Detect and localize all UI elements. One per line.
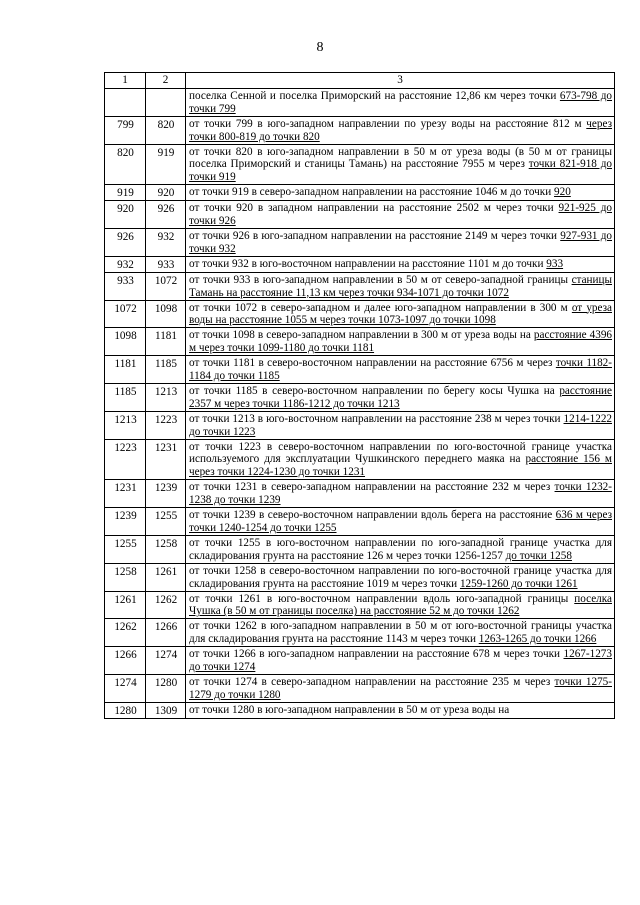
to-point-cell: 926 (146, 201, 186, 229)
table-row (105, 591, 615, 619)
description-last-line: точки 1275-1279 до точки 1280 (189, 675, 612, 701)
description-cell (186, 116, 615, 144)
description-cell (186, 563, 615, 591)
to-point-cell: 920 (146, 185, 186, 201)
table-row (105, 480, 615, 508)
description-cell (186, 144, 615, 185)
description-cell (186, 591, 615, 619)
description-last-line: поселка Чушка (в 50 м от границы поселка) на расстояние 52 м до точки 1262 (189, 592, 612, 618)
to-point-cell: 1255 (146, 508, 186, 536)
to-point-cell: 933 (146, 256, 186, 272)
from-point-cell: 820 (105, 144, 146, 185)
to-point-cell: 1309 (146, 702, 186, 718)
description-last-line: расстояние 2357 м через точки 1186-1212 до точки 1213 (189, 384, 613, 410)
table-row (105, 439, 615, 480)
description-text: поселка Сенной и поселка Приморский на расстояние 12,86 км через точки (189, 89, 557, 102)
description-cell (186, 619, 615, 647)
page-number: 8 (316, 40, 324, 55)
from-point-cell: 1181 (105, 356, 146, 384)
from-point-cell: 1185 (105, 383, 146, 411)
description-text: от точки 1231 в северо-западном направлении на расстояние 232 м через (189, 481, 551, 494)
description-text: от точки 1072 в северо-западном и далее юго-западном направлении в 300 м (189, 301, 568, 314)
description-cell (186, 411, 615, 439)
from-point-cell: 919 (105, 185, 146, 201)
to-point-cell: 1274 (146, 647, 186, 675)
to-point-cell: 1072 (146, 272, 186, 300)
table-row (105, 619, 615, 647)
description-text: от точки 926 в юго-западном направлении на расстояние 2149 м через точки (189, 229, 557, 242)
table-row (105, 201, 615, 229)
to-point-cell: 1231 (146, 439, 186, 480)
table-row (105, 383, 615, 411)
description-text: от точки 1213 в юго-восточном направлении на расстояние 238 м через точки (189, 412, 561, 425)
description-last-line: 673-798 до точки 799 (189, 89, 613, 115)
table-row (105, 144, 615, 185)
to-point-cell: 1098 (146, 300, 186, 328)
table-row (105, 508, 615, 536)
description-last-line: 921-925 до точки 926 (189, 202, 613, 228)
from-point-cell: 1261 (105, 591, 146, 619)
description-last-line: 1214-1222 до точки 1223 (189, 412, 613, 438)
description-cell (186, 702, 615, 718)
from-point-cell: 1098 (105, 328, 146, 356)
description-last-line: точки 821-918 до точки 919 (189, 158, 612, 184)
from-point-cell: 1266 (105, 647, 146, 675)
description-text: от точки 1274 в северо-западном направлении на расстояние 235 м через (189, 675, 551, 688)
description-cell (186, 383, 615, 411)
description-text: от точки 1280 в юго-западном направлении в 50 м от уреза воды на (189, 703, 510, 716)
table-row (105, 563, 615, 591)
from-point-cell: 1258 (105, 563, 146, 591)
to-point-cell: 1239 (146, 480, 186, 508)
header-col-2: 2 (146, 73, 186, 89)
description-text: от точки 799 в юго-западном направлении по урезу воды на расстояние 812 м (189, 117, 582, 130)
from-point-cell: 1255 (105, 535, 146, 563)
description-last-line: 1267-1273 до точки 1274 (189, 648, 612, 674)
description-text: от точки 932 в юго-восточном направлении на расстояние 1101 м до точки (189, 257, 544, 270)
to-point-cell: 1258 (146, 535, 186, 563)
description-last-line: до точки 1258 (505, 549, 572, 562)
description-cell (186, 185, 615, 201)
boundary-table-container (104, 72, 615, 719)
from-point-cell (105, 88, 146, 116)
from-point-cell: 1262 (105, 619, 146, 647)
description-last-line: 1259-1260 до точки 1261 (459, 577, 578, 590)
description-last-line: от уреза воды на расстояние 1055 м через точки 1073-1097 до точки 1098 (189, 301, 612, 327)
description-last-line: 1263-1265 до точки 1266 (478, 633, 597, 646)
description-last-line: 927-931 до точки 932 (189, 229, 613, 255)
to-point-cell: 1262 (146, 591, 186, 619)
description-cell (186, 439, 615, 480)
to-point-cell: 1185 (146, 356, 186, 384)
description-cell (186, 508, 615, 536)
to-point-cell: 1266 (146, 619, 186, 647)
description-cell (186, 674, 615, 702)
description-last-line: 920 (554, 186, 571, 199)
description-cell (186, 356, 615, 384)
description-last-line: через точки 800-819 до точки 820 (189, 117, 613, 143)
table-row (105, 647, 615, 675)
description-text: от точки 1261 в юго-восточном направлении вдоль юго-западной границы (189, 592, 569, 605)
to-point-cell (146, 88, 186, 116)
from-point-cell: 932 (105, 256, 146, 272)
from-point-cell: 1072 (105, 300, 146, 328)
description-cell (186, 201, 615, 229)
description-last-line: точки 1232-1238 до точки 1239 (189, 481, 612, 507)
table-row (105, 228, 615, 256)
table-row (105, 116, 615, 144)
from-point-cell: 926 (105, 228, 146, 256)
table-row (105, 272, 615, 300)
to-point-cell: 820 (146, 116, 186, 144)
description-text: от точки 920 в западном направлении на расстояние 2502 м через точки (189, 202, 554, 215)
table-row (105, 702, 615, 718)
description-cell (186, 300, 615, 328)
description-last-line: 933 (546, 257, 564, 270)
to-point-cell: 1223 (146, 411, 186, 439)
description-last-line: станицы Тамань на расстояние 11,13 км через точки 934-1071 до точки 1072 (189, 273, 613, 299)
table-row (105, 256, 615, 272)
from-point-cell: 1274 (105, 674, 146, 702)
description-text: от точки 1098 в северо-западном направлении в 300 м от уреза воды на (189, 329, 531, 342)
to-point-cell: 1261 (146, 563, 186, 591)
table-row (105, 185, 615, 201)
description-cell (186, 480, 615, 508)
description-text: от точки 1185 в северо-восточном направлении по берегу косы Чушка на (189, 384, 555, 397)
description-last-line: точки 1182-1184 до точки 1185 (189, 357, 613, 383)
from-point-cell: 1239 (105, 508, 146, 536)
description-text: от точки 933 в юго-западном направлении в 50 м от северо-западной границы (189, 273, 569, 286)
header-col-1: 1 (105, 73, 146, 89)
table-row (105, 300, 615, 328)
to-point-cell: 1213 (146, 383, 186, 411)
description-last-line: 636 м через точки 1240-1254 до точки 1255 (189, 509, 613, 534)
description-text: от точки 1239 в северо-восточном направлении вдоль берега на расстояние (189, 509, 553, 522)
description-cell (186, 88, 615, 116)
from-point-cell: 933 (105, 272, 146, 300)
description-text: от точки 1223 в северо-восточном направлении по юго-восточной границе участка используемого для эксплуатации Чушкинского переднего маяка на (189, 440, 612, 466)
from-point-cell: 1231 (105, 480, 146, 508)
table-header-row (105, 73, 615, 89)
to-point-cell: 919 (146, 144, 186, 185)
to-point-cell: 932 (146, 228, 186, 256)
description-text: от точки 820 в юго-западном направлении в 50 м от уреза воды (в 50 м от границы поселка Приморский и станицы Тамань) на расстояние 7955 м через (189, 145, 612, 171)
boundary-table (104, 72, 615, 719)
description-text: от точки 1258 в северо-восточном направлении по юго-восточной границе участка для складирования грунта на расстояние 1019 м через точки (189, 564, 612, 590)
description-cell (186, 272, 615, 300)
description-cell (186, 328, 615, 356)
from-point-cell: 1213 (105, 411, 146, 439)
description-last-line: расстояние 4396 м через точки 1099-1180 до точки 1181 (189, 329, 613, 355)
table-row (105, 411, 615, 439)
description-text: от точки 919 в северо-западном направлении на расстояние 1046 м до точки (189, 186, 552, 199)
to-point-cell: 1280 (146, 674, 186, 702)
description-cell (186, 228, 615, 256)
header-col-3: 3 (186, 73, 615, 89)
description-last-line: расстояние 156 м через точки 1224-1230 до точки 1231 (189, 453, 613, 479)
description-text: от точки 1262 в юго-западном направлении в 50 м от юго-восточной границы участка для складирования грунта на расстояние 1143 м через точки (189, 620, 612, 646)
table-body (105, 88, 615, 718)
from-point-cell: 1223 (105, 439, 146, 480)
to-point-cell: 1181 (146, 328, 186, 356)
table-row (105, 535, 615, 563)
table-row (105, 328, 615, 356)
from-point-cell: 920 (105, 201, 146, 229)
description-text: от точки 1181 в северо-восточном направлении на расстояние 6756 м через (189, 357, 553, 370)
table-row (105, 674, 615, 702)
description-cell (186, 256, 615, 272)
from-point-cell: 1280 (105, 702, 146, 718)
description-text: от точки 1255 в юго-восточном направлении по юго-западной границе участка для складирования грунта на расстояние 126 м через точки 1256-1257 (189, 536, 612, 562)
description-text: от точки 1266 в юго-западном направлении на расстояние 678 м через точки (189, 648, 561, 661)
description-cell (186, 535, 615, 563)
from-point-cell: 799 (105, 116, 146, 144)
description-cell (186, 647, 615, 675)
table-row (105, 88, 615, 116)
table-row (105, 356, 615, 384)
